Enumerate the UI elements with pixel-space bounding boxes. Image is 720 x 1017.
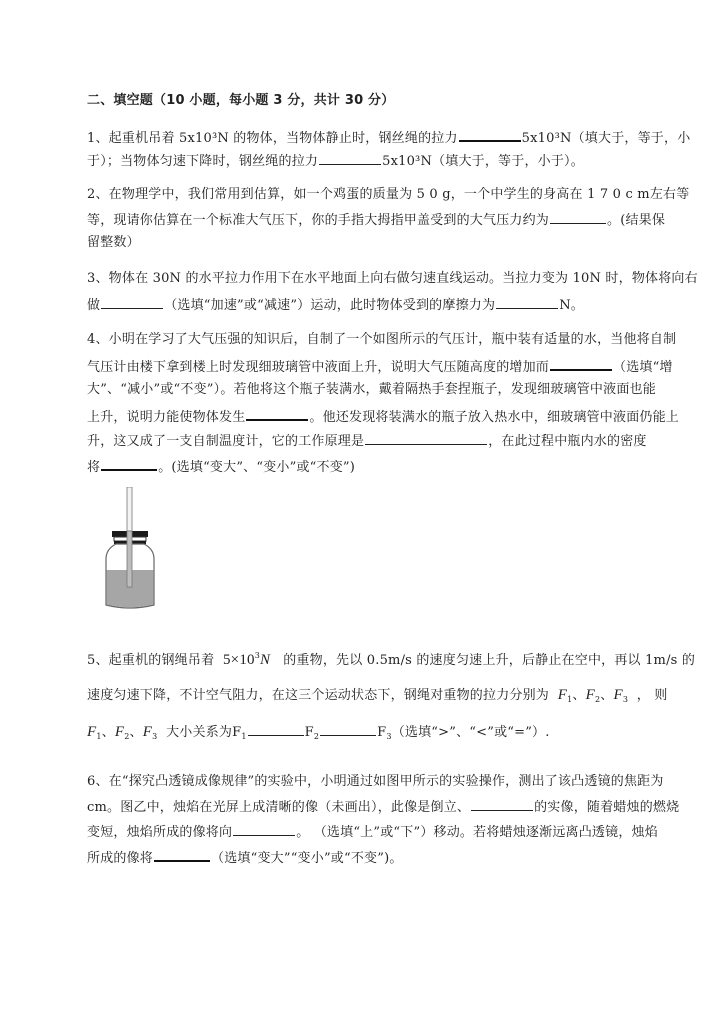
text: 上升，说明力能使物体发生	[87, 410, 246, 425]
q4-line5	[87, 432, 647, 450]
text: 大小关系为	[166, 725, 233, 740]
q5-line2	[87, 687, 668, 708]
answer-blank[interactable]	[496, 296, 558, 309]
text: 气压计由楼下拿到楼上时发现细玻璃管中液面上升，说明大气压随高度的增加而	[87, 360, 550, 375]
answer-blank[interactable]	[320, 723, 376, 736]
subscript: 2	[313, 732, 320, 741]
text: 的重物，先以 0.5m/s 的速度匀速上升，后静止在空中，再以 1m/s 的	[283, 653, 696, 668]
text: 。(选填“变大”、“变小”或“不变”)	[158, 460, 356, 475]
text: 于）；当物体匀速下降时，钢丝绳的拉力	[87, 154, 319, 169]
q3-line2	[87, 296, 584, 314]
q6-line3	[87, 823, 658, 841]
answer-blank[interactable]	[319, 152, 381, 165]
text: 所成的像将	[87, 851, 154, 866]
text: 将	[87, 460, 101, 475]
text: 升，这又成了一支自制温度计，它的工作原理是	[87, 434, 365, 449]
q2-line2	[87, 211, 665, 229]
q6-line4	[87, 848, 403, 867]
q3-line1: 3、物体在 30N 的水平拉力作用下在水平地面上向右做匀速直线运动。当拉力变为 10N 时，物体将向右	[87, 271, 698, 286]
f3-symbol: F	[613, 687, 623, 703]
answer-blank[interactable]	[365, 432, 487, 445]
answer-blank[interactable]	[459, 128, 521, 142]
text: 。 （选填“上”或“下”）移动。若将蜡烛逐渐远离凸透镜，烛焰	[296, 825, 658, 840]
force-exponent: 3	[254, 651, 261, 660]
text: 速度匀速下降，不计空气阻力，在这三个运动状态下，钢绳对重物的拉力分别为	[87, 688, 550, 703]
text: 的实像，随着蜡烛的燃烧	[534, 800, 680, 815]
answer-blank[interactable]	[154, 848, 210, 862]
f3-label: F	[377, 725, 387, 740]
force-value: 5×10	[222, 652, 255, 668]
f2-symbol: F	[585, 687, 595, 703]
q6-line2	[87, 798, 679, 816]
subscript: 1	[567, 695, 573, 704]
subscript: 3	[152, 732, 158, 741]
subscript: 1	[241, 732, 247, 741]
answer-blank[interactable]	[550, 211, 606, 224]
text: 5x10³N（填大于，等于，小于）。	[382, 154, 584, 169]
text: （选填“变大”“变小”或“不变”)。	[211, 851, 403, 866]
q5-line3	[87, 723, 550, 745]
answer-blank[interactable]	[246, 407, 308, 421]
text: cm。图乙中，烛焰在光屏上成清晰的像（未画出），此像是倒立、	[87, 800, 471, 815]
answer-blank[interactable]	[101, 296, 163, 309]
subscript: 2	[124, 732, 130, 741]
text: 、	[572, 688, 586, 703]
force-unit: N	[260, 652, 271, 668]
answer-blank[interactable]	[550, 357, 612, 371]
q4-line6	[87, 457, 355, 476]
text: 、	[101, 725, 115, 740]
f2-label: F	[304, 725, 314, 740]
subscript: 1	[96, 732, 102, 741]
text: （选填“增	[613, 360, 673, 375]
answer-blank[interactable]	[233, 823, 295, 836]
q5-line1	[87, 648, 695, 669]
q4-line2	[87, 357, 673, 376]
answer-blank[interactable]	[248, 723, 304, 736]
text: （选填“加速”或“减速”）运动，此时物体受到的摩擦力为	[164, 298, 496, 313]
text: 5x10³N（填大于，等于，小	[521, 131, 691, 146]
q4-line3: 大”、“减小”或“不变”）。若他将这个瓶子装满水，戴着隔热手套捏瓶子，发现细玻璃管中液面也能	[87, 382, 656, 397]
q4-line4	[87, 407, 679, 426]
subscript: 3	[386, 732, 392, 741]
subscript: 3	[622, 695, 629, 704]
text: 。他还发现将装满水的瓶子放入热水中，细玻璃管中液面仍能上	[309, 410, 680, 425]
text: 变短，烛焰所成的像将向	[87, 825, 233, 840]
f1-symbol: F	[557, 687, 568, 703]
subscript: 2	[594, 695, 601, 704]
text: （选填“>”、“<”或“=”）.	[391, 725, 550, 740]
text: 做	[87, 298, 101, 313]
barometer-bottle-figure	[100, 487, 160, 612]
q4-line1: 4、小明在学习了大气压强的知识后，自制了一个如图所示的气压计，瓶中装有适量的水，当他将自制	[87, 332, 677, 347]
text: 。(结果保	[607, 213, 666, 228]
answer-blank[interactable]	[101, 457, 157, 471]
answer-blank[interactable]	[471, 798, 533, 811]
q2-line1: 2、在物理学中，我们常用到估算，如一个鸡蛋的质量为 5 0 g，一个中学生的身高在 1 7 0 c m左右等	[87, 187, 690, 202]
f2-symbol: F	[114, 724, 125, 740]
f1-label: F	[232, 725, 242, 740]
section-title: 二、填空题（10 小题，每小题 3 分，共计 30 分）	[87, 93, 395, 108]
text: 1、起重机吊着 5x10³N 的物体，当物体静止时，钢丝绳的拉力	[87, 131, 458, 146]
text: 5、起重机的钢绳吊着	[87, 653, 215, 668]
q1-line2	[87, 152, 584, 170]
text: 等，现请你估算在一个标准大气压下，你的手指大拇指甲盖受到的大气压力约为	[87, 213, 550, 228]
f3-symbol: F	[142, 724, 153, 740]
q6-line1: 6、在“探究凸透镜成像规律”的实验中，小明通过如图甲所示的实验操作，测出了该凸透镜的焦距为	[87, 774, 664, 789]
q2-line3: 留整数）	[87, 235, 140, 250]
text: 、	[600, 688, 614, 703]
text: 、	[129, 725, 143, 740]
text: ，在此过程中瓶内水的密度	[488, 434, 647, 449]
text: ， 则	[636, 688, 668, 703]
text: N。	[559, 298, 584, 313]
q1-line1	[87, 128, 690, 147]
f1-symbol: F	[87, 724, 97, 740]
